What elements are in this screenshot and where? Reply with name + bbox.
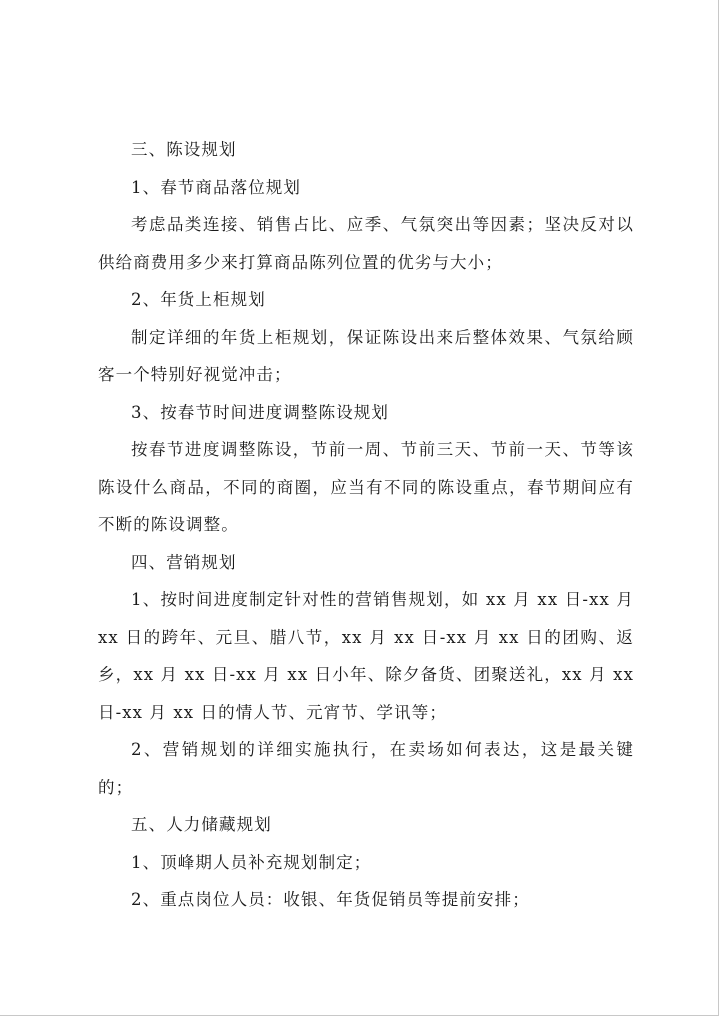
subheading-schedule-adjustment: 3、按春节时间进度调整陈设规划 [131,402,389,422]
subheading-goods-shelving: 2、年货上柜规划 [131,290,266,309]
paragraph-schedule-adjustment: 按春节进度调整陈设，节前一周、节前三天、节前一天、节等该陈设什么商品，不同的商圈，应当有不同的陈设重点，春节期间应有不断的陈设调整。 [98,440,634,534]
subheading-product-placement: 1、春节商品落位规划 [131,177,301,197]
paragraph-key-positions: 2、重点岗位人员：收银、年货促销员等提前安排； [131,890,530,909]
paragraph-marketing-timeline: 1、按时间进度制定针对性的营销售规划，如 xx 月 xx 日-xx 月 xx 日的跨年、元旦、腊八节，xx 月 xx 日-xx 月 xx 日的团购、返乡，xx 月 xx 日-xx 月 xx 日小年、除夕备货、团聚送礼，xx 月 xx 日-xx 月 xx 日的情人节、元宵节、学讯等； [98,590,634,722]
section-heading-staffing: 五、人力储藏规划 [131,815,272,834]
document-body [98,131,634,919]
paragraph-goods-shelving: 制定详细的年货上柜规划，保证陈设出来后整体效果、气氛给顾客一个特别好视觉冲击； [98,327,634,384]
paragraph-peak-staffing: 1、顶峰期人员补充规划制定； [131,852,372,872]
paragraph-marketing-execution: 2、营销规划的详细实施执行，在卖场如何表达，这是最关键的； [98,740,634,797]
section-heading-display: 三、陈设规划 [131,140,237,159]
paragraph-product-placement: 考虑品类连接、销售占比、应季、气氛突出等因素；坚决反对以供给商费用多少来打算商品陈列位置的优劣与大小； [98,215,634,272]
section-heading-marketing: 四、营销规划 [131,552,237,572]
